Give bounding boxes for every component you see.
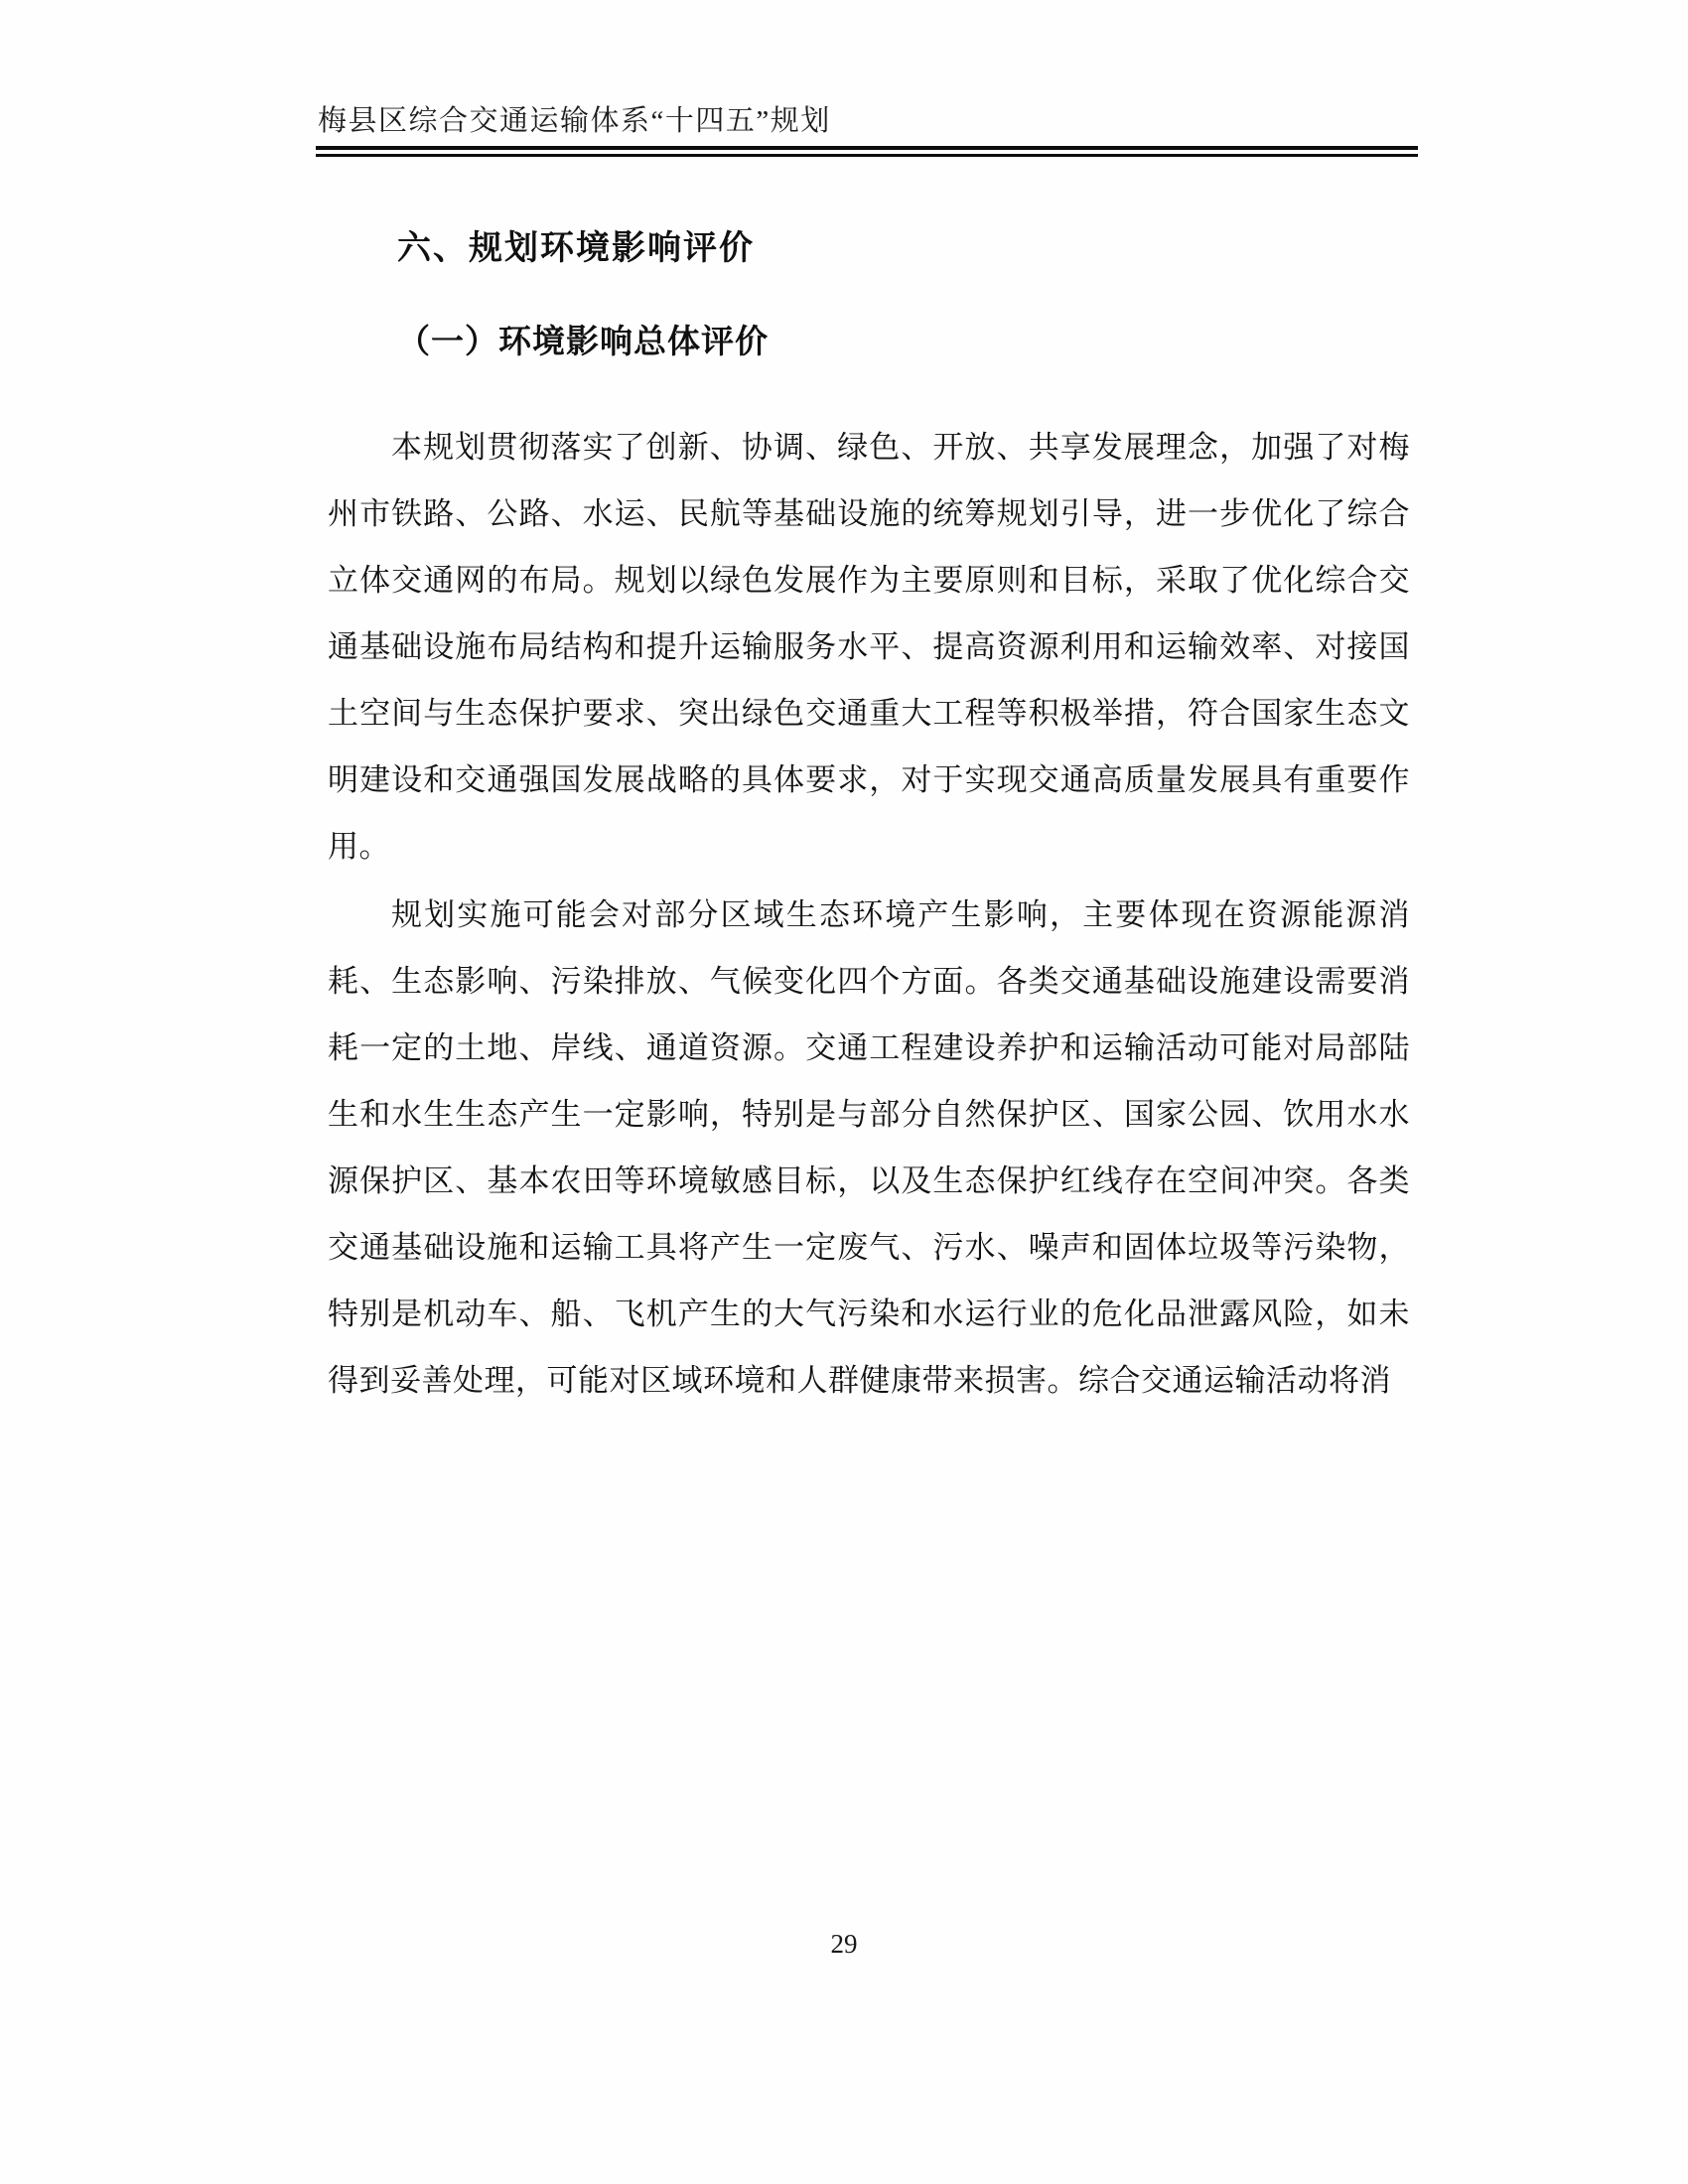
paragraph-2: 规划实施可能会对部分区域生态环境产生影响，主要体现在资源能源消耗、生态影响、污染排放、气候变化四个方面。各类交通基础设施建设需要消耗一定的土地、岸线、通道资源。交通工程建设养护和运输活动可能对局部陆生和水生生态产生一定影响，特别是与部分自然保护区、国家公园、饮用水水源保护区、基本农田等环境敏感目标，以及生态保护红线存在空间冲突。各类交通基础设施和运输工具将产生一定废气、污水、噪声和固体垃圾等污染物，特别是机动车、船、飞机产生的大气污染和水运行业的危化品泄露风险，如未得到妥善处理，可能对区域环境和人群健康带来损害。综合交通运输活动将消: [328, 897, 1410, 1399]
body-content: [328, 415, 1410, 1417]
paragraph-1: 本规划贯彻落实了创新、协调、绿色、开放、共享发展理念，加强了对梅州市铁路、公路、水运、民航等基础设施的统筹规划引导，进一步优化了综合立体交通网的布局。规划以绿色发展作为主要原则和目标，采取了优化综合交通基础设施布局结构和提升运输服务水平、提高资源利用和运输效率、对接国土空间与生态保护要求、突出绿色交通重大工程等积极举措，符合国家生态文明建设和交通强国发展战略的具体要求，对于实现交通高质量发展具有重要作用。: [328, 430, 1410, 865]
subsection-heading: （一）环境影响总体评价: [397, 323, 769, 359]
page-header: [316, 103, 1418, 157]
page-number: 29: [830, 1929, 858, 1959]
header-title: 梅县区综合交通运输体系“十四五”规划: [318, 105, 831, 137]
section-heading: 六、规划环境影响评价: [397, 229, 755, 267]
header-rule-thin: [316, 154, 1418, 157]
